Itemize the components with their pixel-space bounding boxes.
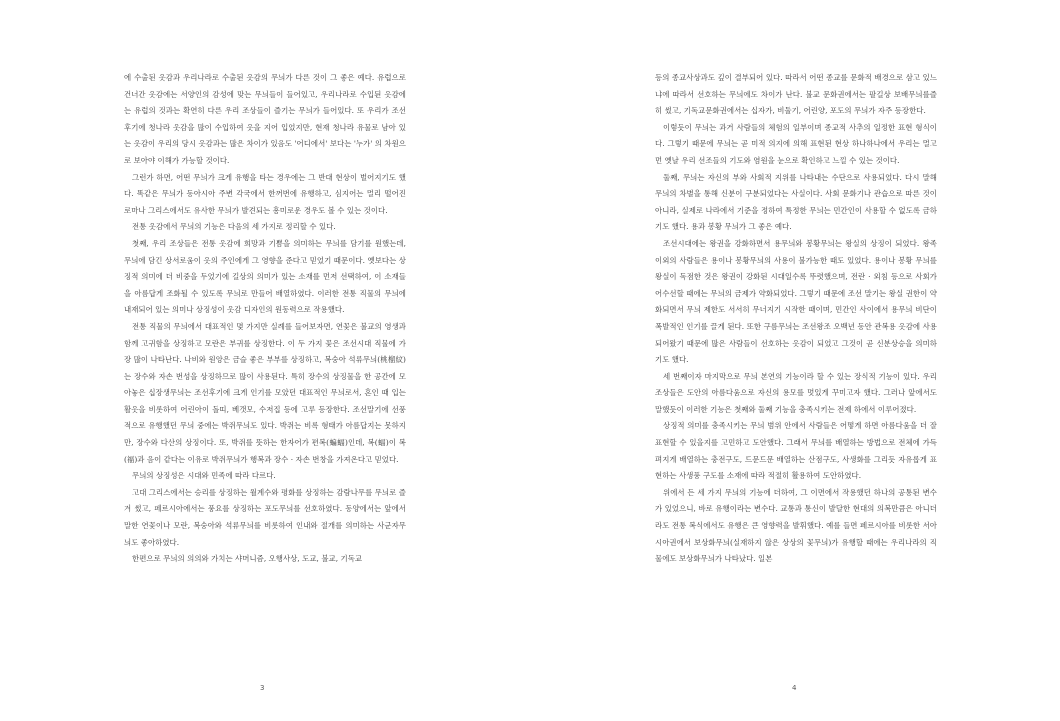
paragraph: 무늬의 상징성은 시대와 민족에 따라 다르다. — [132, 471, 276, 481]
right-page — [530, 0, 1060, 721]
page-number: 4 — [792, 684, 797, 692]
paragraph: 전통 옷감에서 무늬의 기능은 다음의 세 가지로 정리할 수 있다. — [132, 222, 336, 232]
right-page-body — [655, 70, 937, 568]
paragraph: 에 수출된 옷감과 우리나라로 수출된 옷감의 무늬가 다른 것이 그 좋은 예다. 유럽으로 건너간 옷감에는 서양인의 감성에 맞는 무늬들이 들어있고, 우리나라로 수입된 옷감에는 유럽의 것과는 확연히 다른 우리 조상들이 즐기는 무늬가 들어있다. 또 우리가 조선 후기에 청나라 옷감을 많이 수입하여 옷을 지어 입었지만, 현재 청나라 유물로 남아 있는 옷감이 우리의 당시 옷감과는 많은 차이가 있음도 '어디에서' 보다는 '누가' 의 차원으로 보아야 이해가 가능할 것이다. — [124, 73, 406, 165]
paragraph: 조선시대에는 왕권을 강화하면서 용무늬와 봉황무늬는 왕실의 상징이 되었다. 왕족 이외의 사람들은 용이나 봉황무늬의 사용이 불가능한 때도 있었다. 용이나 봉황 무늬를 왕실이 독점한 것은 왕권이 강화된 시대일수록 뚜렷했으며, 전란 · 외침 등으로 사회가 어수선할 때에는 무늬의 금제가 약화되었다. 그렇기 때문에 조선 말기는 왕실 권한이 약화되면서 무늬 제한도 서서히 무너지기 시작한 때이며, 민간인 사이에서 용무늬 비단이 폭발적인 인기를 끌게 된다. 또한 구름무늬는 조선왕조 오백년 동안 관복용 옷감에 사용되어왔기 때문에 많은 사람들이 선호하는 옷감이 되었고 그것이 곧 신분상승을 의미하기도 했다. — [655, 238, 937, 365]
paragraph: 첫째, 우리 조상들은 전통 옷감에 희망과 기쁨을 의미하는 무늬를 담기를 원했는데, 무늬에 담긴 상서로움이 옷의 주인에게 그 영향을 준다고 믿었기 때문이다. 옛보다는 상징적 의미에 더 비중을 두었기에 길상의 의미가 있는 소재를 먼저 선택하여, 이 소재들을 아름답게 조화될 수 있도록 무늬로 만들어 배열하였다. 이러한 전통 직물의 무늬에 내재되어 있는 의미나 상징성이 옷감 디자인의 원동력으로 작용했다. — [124, 238, 406, 315]
paragraph: 세 번째이자 마지막으로 무늬 본연의 기능이라 할 수 있는 장식적 기능이 있다. 우리 조상들은 도안의 아름다움으로 자신의 용모를 멋있게 꾸미고자 했다. 그러나 앞에서도 말했듯이 이러한 기능은 첫째와 둘째 기능을 충족시키는 전제 하에서 이루어졌다. — [655, 371, 937, 414]
paragraph: 등의 종교사상과도 깊이 결부되어 있다. 따라서 어떤 종교를 문화적 배경으로 삼고 있느냐에 따라서 선호하는 무늬에도 차이가 난다. 불교 문화권에서는 팔길상 보배무늬를즐히 썼고, 기독교문화권에서는 십자가, 비둘기, 어린양, 포도의 무늬가 자주 등장한다. — [655, 73, 937, 116]
paragraph: 위에서 든 세 가지 무늬의 기능에 더하여, 그 이면에서 작용했던 하나의 공통된 변수가 있었으니, 바로 유행이라는 변수다. 교통과 통신이 발달한 현대의 의복만큼은 아니더라도 전통 복식에서도 유행은 큰 영향력을 발휘했다. 예를 들면 페르시아를 비롯한 서아시아권에서 보상화무늬(실재하지 않은 상상의 꽃무늬)가 유행할 때에는 우리나라의 직물에도 보상화무늬가 나타났다. 일본 — [655, 487, 937, 564]
paragraph: 한편으로 무늬의 의의와 가치는 샤머니즘, 오행사상, 도교, 불교, 기독교 — [132, 554, 363, 564]
paragraph: 그런가 하면, 어떤 무늬가 크게 유행을 타는 경우에는 그 반대 현상이 벌어지기도 했다. 똑같은 무늬가 동아시아 주변 각국에서 한꺼번에 유행하고, 심지어는 멀리 떨어진 로마나 그리스에서도 유사한 무늬가 발견되는 흥미로운 경우도 볼 수 있는 것이다. — [124, 172, 406, 215]
left-page-body — [124, 70, 406, 568]
paragraph: 상징적 의미를 충족시키는 무늬 범위 안에서 사람들은 어떻게 하면 아름다움을 더 잘 표현할 수 있을지를 고민하고 도안했다. 그래서 무늬를 배열하는 방법으로 전체에 가득 펴지게 배열하는 충전구도, 드문드문 배열하는 산점구도, 사생화를 그리듯 자유롭게 표현하는 사생풍 구도를 소재에 따라 적절히 활용하여 도안하였다. — [655, 421, 937, 481]
paragraph: 고대 그리스에서는 승리를 상징하는 월계수와 평화를 상징하는 감람나무를 무늬로 즐겨 썼고, 페르시아에서는 풍요를 상징하는 포도무늬를 선호하였다. 동양에서는 앞에서 말한 연꽃이나 모란, 복숭아와 석류무늬를 비롯하여 인내와 절개를 의미하는 사군자무늬도 좋아하였다. — [124, 487, 406, 547]
paragraph: 이렇듯이 무늬는 과거 사람들의 체험의 일부이며 종교적 사추의 일정한 표현 형식이다. 그렇기 때문에 무늬는 곧 미적 의지에 의해 표현된 현상 하나하나에서 우리는 멀고 먼 옛날 우리 선조들의 기도와 염원을 눈으로 확인하고 느낄 수 있는 것이다. — [655, 122, 937, 165]
paragraph: 전통 직물의 무늬에서 대표적인 몇 가지만 실례를 들어보자면, 연꽃은 불교의 영생과 함께 고귀함을 상징하고 모란은 부귀를 상징한다. 이 두 가지 꽃은 조선시대 직물에 가장 많이 나타난다. 나비와 원앙은 금슬 좋은 부부를 상징하고, 복숭아 석류무늬(桃榴紋)는 장수와 자손 번성을 상징하므로 많이 사용된다. 특히 장수의 상징물을 한 공간에 모아놓은 십장생무늬는 조선후기에 크게 인기를 모았던 대표적인 무늬로서, 혼인 때 입는 활옷을 비롯하여 어린아이 돌띠, 베갯모, 수저집 등에 고루 등장한다. 조선말기에 선풍적으로 유행했던 무늬 중에는 박쥐무늬도 있다. 박쥐는 비록 형태가 아름답지는 못하지만, 장수와 다산의 상징이다. 또, 박쥐를 뜻하는 한자어가 편복(蝙蝠)인데, 복(蝠)이 복(福)과 음이 같다는 이유로 박쥐무늬가 행복과 장수 · 자손 번창을 가져온다고 믿었다. — [124, 321, 406, 464]
page-number: 3 — [260, 684, 265, 692]
paragraph: 둘째, 무늬는 자신의 부와 사회적 지위를 나타내는 수단으로 사용되었다. 다시 말해 무늬의 차별을 통해 신분이 구분되었다는 사실이다. 사회 문화기나 관습으로 따른 것이 아니라, 실제로 나라에서 기준을 정하여 특정한 무늬는 민간인이 사용할 수 없도록 금하기도 했다. 용과 봉황 무늬가 그 좋은 예다. — [655, 172, 937, 232]
